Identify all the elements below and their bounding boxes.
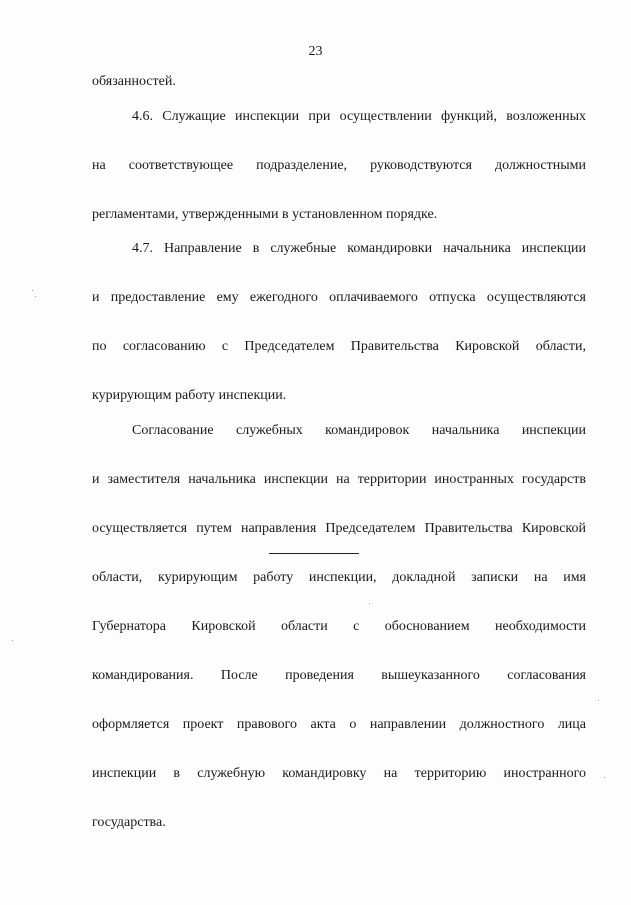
- text-line: осуществляется путем направления Председателем Правительства Кировской: [92, 520, 586, 536]
- end-of-text-rule: [269, 553, 359, 554]
- text-line: оформляется проект правового акта о направлении должностного лица: [92, 716, 586, 732]
- text-line: на соответствующее подразделение, руководствуются должностными: [92, 157, 586, 173]
- text-line: 4.7. Направление в служебные командировки начальника инспекции: [132, 241, 586, 256]
- text-line: курирующим работу инспекции.: [92, 388, 287, 403]
- scan-speck: [12, 640, 13, 641]
- text-line: государства.: [92, 814, 166, 830]
- text-line: регламентами, утвержденными в установленном порядке.: [92, 206, 438, 222]
- text-line: обязанностей.: [92, 74, 176, 89]
- text-line: и предоставление ему ежегодного оплачиваемого отпуска осуществляются: [92, 290, 586, 305]
- paragraph-4-7: [92, 237, 586, 409]
- scan-speck: [598, 700, 599, 701]
- paragraph-continuation: [92, 70, 586, 95]
- text-line: командирования. После проведения вышеуказанного согласования: [92, 667, 586, 683]
- document-body: [92, 70, 586, 835]
- text-line: инспекции в служебную командировку на территорию иностранного: [92, 765, 586, 781]
- text-line: Согласование служебных командировок начальника инспекции: [132, 422, 586, 438]
- scan-speck: [369, 603, 370, 604]
- text-line: и заместителя начальника инспекции на территории иностранных государств: [92, 471, 586, 487]
- scan-speck: [604, 777, 605, 778]
- page-number: 23: [308, 44, 323, 59]
- text-line: по согласованию с Председателем Правительства Кировской области,: [92, 339, 586, 354]
- text-line: 4.6. Служащие инспекции при осуществлении функций, возложенных: [132, 108, 586, 124]
- text-line: области, курирующим работу инспекции, докладной записки на имя: [92, 569, 586, 585]
- paragraph-4-6: [92, 105, 586, 228]
- paragraph-approval: [92, 419, 586, 836]
- text-line: Губернатора Кировской области с обоснованием необходимости: [92, 618, 586, 634]
- scan-speck: [32, 290, 33, 291]
- scan-speck: [35, 296, 36, 297]
